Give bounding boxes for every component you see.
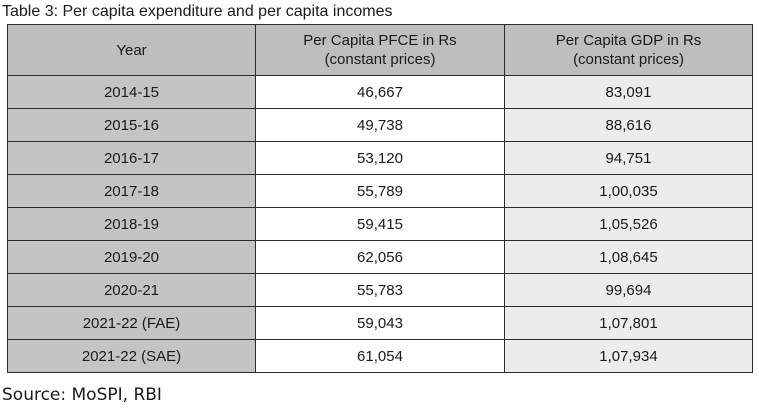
gdp-cell: 94,751 xyxy=(505,142,753,175)
expenditure-income-table xyxy=(7,24,753,373)
pfce-cell: 62,056 xyxy=(256,241,505,274)
pfce-cell: 59,043 xyxy=(256,307,505,340)
year-cell: 2020-21 xyxy=(8,274,256,307)
table-row xyxy=(8,142,753,175)
table-row xyxy=(8,76,753,109)
gdp-cell: 1,05,526 xyxy=(505,208,753,241)
year-cell: 2021-22 (FAE) xyxy=(8,307,256,340)
table-row xyxy=(8,208,753,241)
gdp-cell: 88,616 xyxy=(505,109,753,142)
year-cell: 2016-17 xyxy=(8,142,256,175)
table-row xyxy=(8,274,753,307)
pfce-cell: 55,783 xyxy=(256,274,505,307)
table-header-row xyxy=(8,25,753,76)
column-header-pfce xyxy=(256,25,505,76)
column-header-gdp-line1: Per Capita GDP in Rs xyxy=(555,32,702,49)
column-header-year xyxy=(8,25,256,76)
column-header-year-label: Year xyxy=(116,41,147,59)
gdp-cell: 1,07,801 xyxy=(505,307,753,340)
table-row xyxy=(8,241,753,274)
pfce-cell: 46,667 xyxy=(256,76,505,109)
pfce-cell: 55,789 xyxy=(256,175,505,208)
year-cell: 2019-20 xyxy=(8,241,256,274)
column-header-gdp-line2: (constant prices) xyxy=(573,51,684,68)
column-header-pfce-line1: Per Capita PFCE in Rs xyxy=(303,32,457,49)
table-row xyxy=(8,340,753,373)
gdp-cell: 83,091 xyxy=(505,76,753,109)
year-cell: 2014-15 xyxy=(8,76,256,109)
pfce-cell: 61,054 xyxy=(256,340,505,373)
year-cell: 2017-18 xyxy=(8,175,256,208)
column-header-pfce-line2: (constant prices) xyxy=(324,51,436,68)
year-cell: 2018-19 xyxy=(8,208,256,241)
year-cell: 2021-22 (SAE) xyxy=(8,340,256,373)
table-row xyxy=(8,307,753,340)
table-row xyxy=(8,109,753,142)
gdp-cell: 99,694 xyxy=(505,274,753,307)
source-note: Source: MoSPI, RBI xyxy=(2,385,162,405)
year-cell: 2015-16 xyxy=(8,109,256,142)
pfce-cell: 49,738 xyxy=(256,109,505,142)
gdp-cell: 1,08,645 xyxy=(505,241,753,274)
column-header-gdp xyxy=(505,25,753,76)
table-row xyxy=(8,175,753,208)
pfce-cell: 53,120 xyxy=(256,142,505,175)
gdp-cell: 1,00,035 xyxy=(505,175,753,208)
table-caption: Table 3: Per capita expenditure and per capita incomes xyxy=(2,3,393,20)
pfce-cell: 59,415 xyxy=(256,208,505,241)
gdp-cell: 1,07,934 xyxy=(505,340,753,373)
